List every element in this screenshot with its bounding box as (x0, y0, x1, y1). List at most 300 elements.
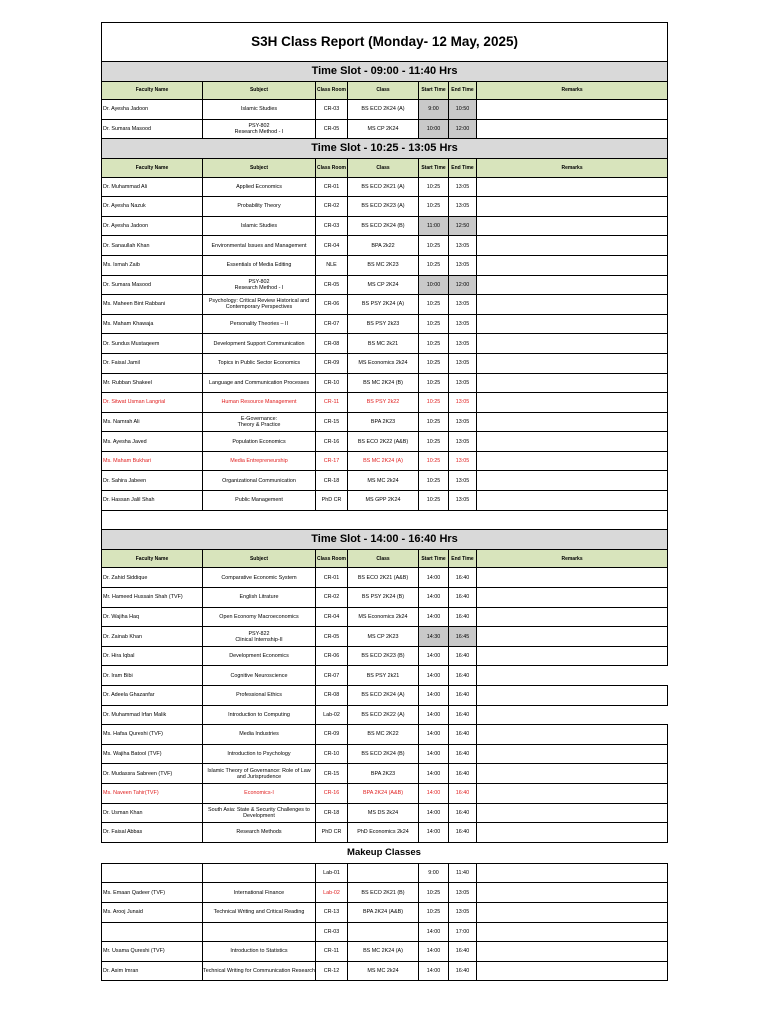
classroom-cell: CR-05 (316, 627, 348, 647)
subject-cell: Organizational Communication (203, 471, 316, 491)
class-cell: BS PSY 2k23 (348, 314, 419, 334)
subject-cell: Probability Theory (203, 197, 316, 217)
start-time-cell: 14:00 (419, 961, 449, 981)
table-row (102, 393, 668, 413)
class-cell: BS MC 2K24 (A) (348, 451, 419, 471)
faculty-cell (102, 863, 203, 883)
class-cell: BS PSY 2K24 (B) (348, 588, 419, 608)
start-time-cell: 14:00 (419, 568, 449, 588)
faculty-cell: Ms. Namrah Ali (102, 412, 203, 432)
report-title: S3H Class Report (Monday- 12 May, 2025) (102, 23, 668, 62)
time-slot-header: Time Slot - 14:00 - 16:40 Hrs (102, 530, 668, 550)
table-row (102, 255, 668, 275)
table-row (102, 627, 668, 647)
remarks-cell (477, 295, 668, 315)
faculty-cell: Dr. Iram Bibi (102, 666, 203, 686)
remarks-cell (477, 119, 668, 139)
column-header: Remarks (477, 158, 668, 177)
column-header: Subject (203, 549, 316, 568)
column-header-row (102, 549, 668, 568)
subject-cell: Technical Writing for Communication Research (203, 961, 316, 981)
table-row (102, 432, 668, 452)
faculty-cell: Dr. Hassan Jalil Shah (102, 491, 203, 511)
classroom-cell: CR-04 (316, 236, 348, 256)
class-cell: BS ECO 2K23 (A) (348, 197, 419, 217)
class-report-sheet (101, 22, 667, 981)
classroom-cell: CR-11 (316, 942, 348, 962)
table-row (102, 744, 668, 764)
subject-cell: Applied Economics (203, 177, 316, 197)
faculty-cell: Mr. Usama Qureshi (TVF) (102, 942, 203, 962)
faculty-cell: Dr. Asim Imran (102, 961, 203, 981)
subject-cell: Development Economics (203, 646, 316, 666)
column-header: Faculty Name (102, 549, 203, 568)
remarks-cell (477, 471, 668, 491)
table-row (102, 863, 668, 883)
remarks-cell (477, 373, 668, 393)
faculty-cell: Dr. Zainab Khan (102, 627, 203, 647)
classroom-cell: CR-04 (316, 607, 348, 627)
class-cell: BPA 2K24 (A&B) (348, 902, 419, 922)
remarks-cell (477, 588, 668, 608)
faculty-cell: Dr. Hira Iqbal (102, 646, 203, 666)
start-time-cell: 14:00 (419, 783, 449, 803)
end-time-cell: 13:05 (449, 255, 477, 275)
start-time-cell: 10:25 (419, 471, 449, 491)
faculty-cell: Dr. Wajiha Haq (102, 607, 203, 627)
faculty-cell: Dr. Sahira Jabeen (102, 471, 203, 491)
start-time-cell: 10:25 (419, 373, 449, 393)
remarks-cell (477, 255, 668, 275)
class-cell: MS Economics 2k24 (348, 607, 419, 627)
end-time-cell: 16:40 (449, 744, 477, 764)
subject-cell: Media Entrepreneurship (203, 451, 316, 471)
end-time-cell: 13:05 (449, 491, 477, 511)
end-time-cell: 16:40 (449, 823, 477, 843)
classroom-cell: CR-08 (316, 334, 348, 354)
column-header: End Time (449, 81, 477, 100)
end-time-cell: 13:05 (449, 236, 477, 256)
subject-cell: Islamic Studies (203, 216, 316, 236)
column-header-row (102, 158, 668, 177)
start-time-cell: 10:25 (419, 393, 449, 413)
subject-cell: Essentials of Media Editing (203, 255, 316, 275)
subject-cell: Professional Ethics (203, 686, 316, 706)
time-slot-header: Time Slot - 10:25 - 13:05 Hrs (102, 139, 668, 159)
table-row (102, 902, 668, 922)
table-row (102, 666, 668, 686)
remarks-cell (477, 393, 668, 413)
remarks-cell (477, 197, 668, 217)
classroom-cell: NLE (316, 255, 348, 275)
remarks-cell (477, 177, 668, 197)
remarks-cell (477, 607, 668, 627)
end-time-cell: 11:40 (449, 863, 477, 883)
class-cell: MS Economics 2k24 (348, 353, 419, 373)
class-cell: MS CP 2K24 (348, 119, 419, 139)
schedule-table (101, 22, 668, 843)
end-time-cell: 13:05 (449, 314, 477, 334)
end-time-cell: 13:05 (449, 353, 477, 373)
subject-cell: Comparative Economic System (203, 568, 316, 588)
start-time-cell: 10:25 (419, 255, 449, 275)
faculty-cell: Ms. Arooj Junaid (102, 902, 203, 922)
classroom-cell: CR-01 (316, 568, 348, 588)
class-cell: BPA 2K23 (348, 412, 419, 432)
classroom-cell: CR-08 (316, 686, 348, 706)
table-row (102, 471, 668, 491)
classroom-cell: CR-15 (316, 764, 348, 784)
end-time-cell: 13:05 (449, 295, 477, 315)
start-time-cell: 10:25 (419, 334, 449, 354)
start-time-cell: 10:00 (419, 119, 449, 139)
classroom-cell: CR-18 (316, 471, 348, 491)
remarks-cell (477, 961, 668, 981)
faculty-cell: Ms. Maham Bukhari (102, 451, 203, 471)
column-header: Faculty Name (102, 81, 203, 100)
faculty-cell: Dr. Muhammad Ali (102, 177, 203, 197)
faculty-cell: Dr. Sumara Masood (102, 275, 203, 295)
class-cell: BS ECO 2K24 (A) (348, 686, 419, 706)
faculty-cell: Ms. Ismah Zaib (102, 255, 203, 275)
end-time-cell: 16:40 (449, 705, 477, 725)
subject-cell: Personality Theories – II (203, 314, 316, 334)
classroom-cell: CR-10 (316, 744, 348, 764)
subject-cell: Islamic Theory of Governance: Role of Law and Jurisprudence (203, 764, 316, 784)
class-cell: BS MC 2k21 (348, 334, 419, 354)
remarks-cell (477, 353, 668, 373)
slot-2-rows (102, 158, 668, 510)
class-cell: MS GPP 2K24 (348, 491, 419, 511)
start-time-cell: 9:00 (419, 863, 449, 883)
subject-cell (203, 922, 316, 942)
table-row (102, 177, 668, 197)
table-row (102, 607, 668, 627)
class-cell: BPA 2K24 (A&B) (348, 783, 419, 803)
classroom-cell: CR-18 (316, 803, 348, 823)
end-time-cell: 13:05 (449, 177, 477, 197)
classroom-cell: CR-12 (316, 961, 348, 981)
table-row (102, 705, 668, 725)
start-time-cell: 9:00 (419, 100, 449, 120)
table-row (102, 100, 668, 120)
slot-1-rows (102, 81, 668, 139)
table-row (102, 725, 668, 745)
class-cell: MS MC 2k24 (348, 471, 419, 491)
class-cell: BS ECO 2K22 (A&B) (348, 432, 419, 452)
table-row (102, 823, 668, 843)
classroom-cell: CR-03 (316, 922, 348, 942)
end-time-cell: 13:05 (449, 432, 477, 452)
end-time-cell: 16:40 (449, 607, 477, 627)
end-time-cell: 16:45 (449, 627, 477, 647)
subject-cell: South Asia: State & Security Challenges to Development (203, 803, 316, 823)
subject-cell (203, 863, 316, 883)
faculty-cell: Ms. Maheen Bint Rabbani (102, 295, 203, 315)
column-header: Start Time (419, 81, 449, 100)
faculty-cell: Dr. Faisal Abbas (102, 823, 203, 843)
faculty-cell: Dr. Sanaullah Khan (102, 236, 203, 256)
end-time-cell: 16:40 (449, 803, 477, 823)
start-time-cell: 10:00 (419, 275, 449, 295)
faculty-cell: Ms. Maham Khawaja (102, 314, 203, 334)
class-cell: BS ECO 2K24 (A) (348, 100, 419, 120)
end-time-cell: 12:00 (449, 275, 477, 295)
faculty-cell: Dr. Sundus Mustaqeem (102, 334, 203, 354)
classroom-cell: PhD CR (316, 491, 348, 511)
spacer-row (102, 510, 668, 530)
remarks-cell (477, 412, 668, 432)
makeup-rows (102, 863, 668, 981)
class-cell: BS ECO 2K22 (A) (348, 705, 419, 725)
faculty-cell: Dr. Ayesha Jadoon (102, 216, 203, 236)
subject-cell: PSY-802 Research Method - I (203, 275, 316, 295)
table-row (102, 568, 668, 588)
end-time-cell: 17:00 (449, 922, 477, 942)
class-cell: BS MC 2K24 (B) (348, 373, 419, 393)
faculty-cell: Dr. Ayesha Nazuk (102, 197, 203, 217)
remarks-cell (477, 627, 668, 647)
class-cell: BS MC 2K22 (348, 725, 419, 745)
end-time-cell: 13:05 (449, 471, 477, 491)
end-time-cell: 13:05 (449, 373, 477, 393)
faculty-cell: Ms. Hafsa Qureshi (TVF) (102, 725, 203, 745)
start-time-cell: 10:25 (419, 197, 449, 217)
faculty-cell: Dr. Zahid Siddique (102, 568, 203, 588)
classroom-cell: CR-05 (316, 275, 348, 295)
start-time-cell: 14:00 (419, 705, 449, 725)
remarks-cell (477, 863, 668, 883)
start-time-cell: 10:25 (419, 491, 449, 511)
table-row (102, 783, 668, 803)
table-row (102, 295, 668, 315)
classroom-cell: PhD CR (316, 823, 348, 843)
end-time-cell: 13:05 (449, 883, 477, 903)
table-row (102, 764, 668, 784)
start-time-cell: 14:00 (419, 725, 449, 745)
remarks-cell (477, 491, 668, 511)
makeup-table (101, 863, 668, 982)
class-cell: BS MC 2K23 (348, 255, 419, 275)
table-row (102, 314, 668, 334)
subject-cell: PSY-802 Research Method - I (203, 119, 316, 139)
classroom-cell: CR-02 (316, 197, 348, 217)
remarks-cell (477, 275, 668, 295)
table-row (102, 803, 668, 823)
classroom-cell: CR-15 (316, 412, 348, 432)
start-time-cell: 10:25 (419, 295, 449, 315)
classroom-cell: CR-01 (316, 177, 348, 197)
column-header: Class (348, 549, 419, 568)
start-time-cell: 14:00 (419, 646, 449, 666)
classroom-cell: CR-13 (316, 902, 348, 922)
subject-cell: Technical Writing and Critical Reading (203, 902, 316, 922)
start-time-cell: 10:25 (419, 314, 449, 334)
end-time-cell: 16:40 (449, 961, 477, 981)
faculty-cell: Dr. Mudassra Sabreen (TVF) (102, 764, 203, 784)
start-time-cell: 10:25 (419, 883, 449, 903)
classroom-cell: Lab-02 (316, 883, 348, 903)
class-cell: MS CP 2K24 (348, 275, 419, 295)
class-cell: BS PSY 2K24 (A) (348, 295, 419, 315)
class-cell: BS ECO 2K24 (B) (348, 744, 419, 764)
table-row (102, 961, 668, 981)
start-time-cell: 10:25 (419, 412, 449, 432)
subject-cell: International Finance (203, 883, 316, 903)
start-time-cell: 10:25 (419, 902, 449, 922)
classroom-cell: Lab-02 (316, 705, 348, 725)
end-time-cell: 10:50 (449, 100, 477, 120)
remarks-cell (477, 783, 668, 803)
subject-cell: Introduction to Psychology (203, 744, 316, 764)
time-slot-header: Time Slot - 09:00 - 11:40 Hrs (102, 62, 668, 82)
class-cell: BS ECO 2K21 (A&B) (348, 568, 419, 588)
column-header: Class Room (316, 549, 348, 568)
faculty-cell: Dr. Muhammad Irfan Malik (102, 705, 203, 725)
classroom-cell: CR-17 (316, 451, 348, 471)
start-time-cell: 14:00 (419, 823, 449, 843)
end-time-cell: 12:50 (449, 216, 477, 236)
end-time-cell: 13:05 (449, 393, 477, 413)
column-header: End Time (449, 158, 477, 177)
table-row (102, 216, 668, 236)
subject-cell: PSY-822 Clinical Internship-II (203, 627, 316, 647)
start-time-cell: 14:00 (419, 686, 449, 706)
class-cell: MS MC 2k24 (348, 961, 419, 981)
classroom-cell: CR-16 (316, 783, 348, 803)
start-time-cell: 14:00 (419, 764, 449, 784)
faculty-cell: Dr. Faisal Jamil (102, 353, 203, 373)
start-time-cell: 14:00 (419, 607, 449, 627)
start-time-cell: 11:00 (419, 216, 449, 236)
classroom-cell: CR-07 (316, 666, 348, 686)
subject-cell: Islamic Studies (203, 100, 316, 120)
remarks-cell (477, 216, 668, 236)
remarks-cell (477, 922, 668, 942)
column-header: Class Room (316, 158, 348, 177)
subject-cell: Introduction to Computing (203, 705, 316, 725)
column-header: Start Time (419, 549, 449, 568)
faculty-cell: Mr. Hameed Hussain Shah (TVF) (102, 588, 203, 608)
remarks-cell (477, 902, 668, 922)
subject-cell: Economics-I (203, 783, 316, 803)
table-row (102, 334, 668, 354)
class-cell: MS CP 2K23 (348, 627, 419, 647)
classroom-cell: CR-16 (316, 432, 348, 452)
end-time-cell: 12:00 (449, 119, 477, 139)
faculty-cell (102, 922, 203, 942)
start-time-cell: 14:00 (419, 942, 449, 962)
class-cell: BS ECO 2K24 (B) (348, 216, 419, 236)
class-cell: BS ECO 2K21 (A) (348, 177, 419, 197)
slot-3-rows (102, 549, 668, 842)
subject-cell: E-Governance: Theory & Practice (203, 412, 316, 432)
remarks-cell (477, 686, 668, 706)
end-time-cell: 16:40 (449, 783, 477, 803)
classroom-cell: CR-10 (316, 373, 348, 393)
end-time-cell: 13:05 (449, 902, 477, 922)
subject-cell: Environmental Issues and Management (203, 236, 316, 256)
remarks-cell (477, 883, 668, 903)
remarks-cell (477, 646, 668, 666)
classroom-cell: CR-06 (316, 646, 348, 666)
table-row (102, 236, 668, 256)
table-row (102, 942, 668, 962)
remarks-cell (477, 100, 668, 120)
table-row (102, 412, 668, 432)
remarks-cell (477, 725, 668, 745)
start-time-cell: 10:25 (419, 451, 449, 471)
classroom-cell: CR-06 (316, 295, 348, 315)
subject-cell: Research Methods (203, 823, 316, 843)
remarks-cell (477, 764, 668, 784)
column-header: End Time (449, 549, 477, 568)
table-row (102, 883, 668, 903)
column-header: Subject (203, 81, 316, 100)
column-header: Class Room (316, 81, 348, 100)
subject-cell: Open Economy Macroeconomics (203, 607, 316, 627)
subject-cell: Human Resource Management (203, 393, 316, 413)
end-time-cell: 13:05 (449, 412, 477, 432)
table-row (102, 353, 668, 373)
start-time-cell: 10:25 (419, 353, 449, 373)
end-time-cell: 13:05 (449, 197, 477, 217)
faculty-cell: Dr. Ayesha Jadoon (102, 100, 203, 120)
classroom-cell: CR-03 (316, 216, 348, 236)
class-cell (348, 922, 419, 942)
classroom-cell: CR-09 (316, 725, 348, 745)
remarks-cell (477, 432, 668, 452)
classroom-cell: CR-07 (316, 314, 348, 334)
column-header: Start Time (419, 158, 449, 177)
column-header: Remarks (477, 81, 668, 100)
end-time-cell: 16:40 (449, 764, 477, 784)
column-header: Faculty Name (102, 158, 203, 177)
classroom-cell: CR-02 (316, 588, 348, 608)
table-row (102, 451, 668, 471)
class-cell: BS ECO 2K21 (B) (348, 883, 419, 903)
table-row (102, 646, 668, 666)
column-header: Subject (203, 158, 316, 177)
column-header: Remarks (477, 549, 668, 568)
end-time-cell: 16:40 (449, 588, 477, 608)
class-cell: BS ECO 2K23 (B) (348, 646, 419, 666)
faculty-cell: Ms. Naveen Tahir(TVF) (102, 783, 203, 803)
end-time-cell: 16:40 (449, 942, 477, 962)
remarks-cell (477, 803, 668, 823)
subject-cell: Topics in Public Sector Economics (203, 353, 316, 373)
faculty-cell: Dr. Usman Khan (102, 803, 203, 823)
column-header-row (102, 81, 668, 100)
faculty-cell: Dr. Sitwat Usman Langrial (102, 393, 203, 413)
subject-cell: Public Management (203, 491, 316, 511)
remarks-cell (477, 744, 668, 764)
table-row (102, 373, 668, 393)
classroom-cell: CR-09 (316, 353, 348, 373)
start-time-cell: 14:00 (419, 803, 449, 823)
faculty-cell: Dr. Sumara Masood (102, 119, 203, 139)
table-row (102, 491, 668, 511)
classroom-cell: Lab-01 (316, 863, 348, 883)
subject-cell: English Litrature (203, 588, 316, 608)
table-row (102, 275, 668, 295)
subject-cell: Introduction to Statistics (203, 942, 316, 962)
faculty-cell: Dr. Adeela Ghazanfar (102, 686, 203, 706)
start-time-cell: 14:00 (419, 666, 449, 686)
class-cell: BS PSY 2k21 (348, 666, 419, 686)
subject-cell: Language and Communication Processes (203, 373, 316, 393)
makeup-classes-title: Makeup Classes (347, 846, 421, 858)
